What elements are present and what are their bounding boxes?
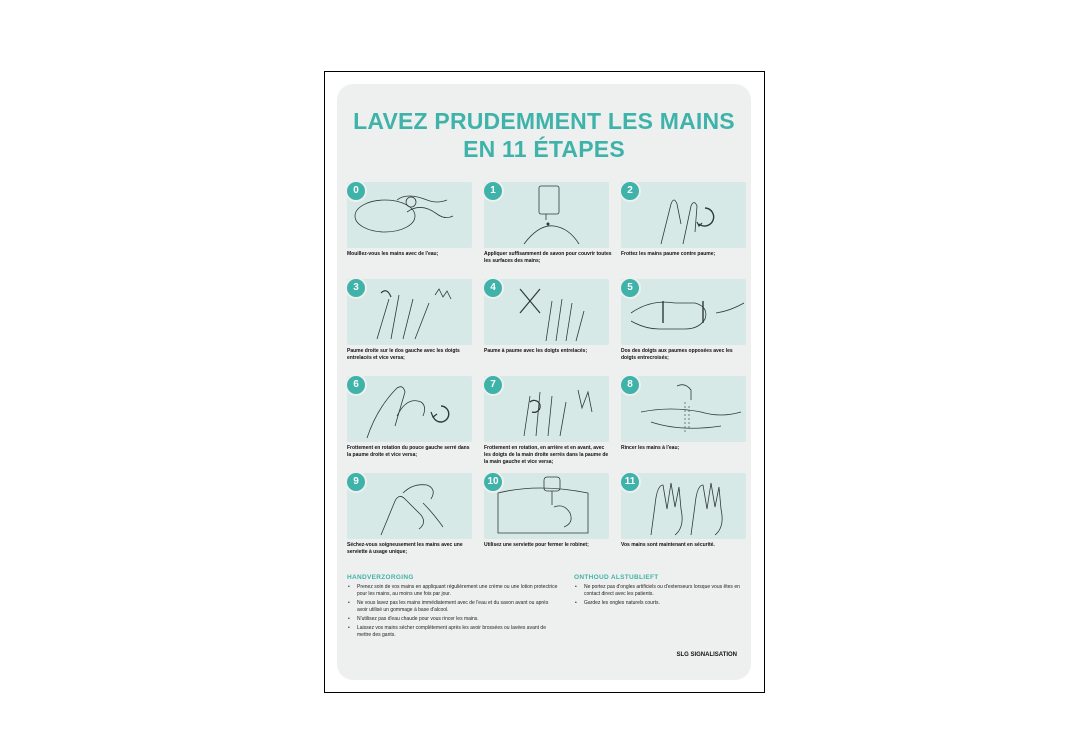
step-number-badge: 7	[482, 374, 504, 396]
step-number-badge: 0	[345, 180, 367, 202]
step-number-badge: 11	[619, 471, 641, 493]
step-caption: Séchez-vous soigneusement les mains avec une serviette à usage unique;	[347, 542, 463, 555]
step-number-badge: 8	[619, 374, 641, 396]
handverzorging-title: HANDVERZORGING	[347, 574, 414, 581]
step-caption: Mouillez-vous les mains avec de l'eau;	[347, 251, 439, 257]
step-number-badge: 6	[345, 374, 367, 396]
step-caption: Vos mains sont maintenant en sécurité.	[621, 542, 715, 548]
list-item: • Gardez les ongles naturels courts.	[574, 600, 746, 607]
poster-card	[337, 84, 751, 680]
step-number-badge: 1	[482, 180, 504, 202]
title-line-2: EN 11 ÉTAPES	[463, 136, 625, 162]
step-caption: Rincer les mains à l'eau;	[621, 445, 680, 451]
list-item: • Ne vous lavez pas les mains immédiatement avec de l'eau et du savon avant ou après avoir utilisé un gommage à base d'alcool.	[347, 600, 559, 614]
onthoud-title: ONTHOUD ALSTUBLIEFT	[574, 574, 659, 581]
step-number-badge: 4	[482, 277, 504, 299]
step-number-badge: 5	[619, 277, 641, 299]
step-caption: Dos des doigts aux paumes opposées avec les doigts entrecroisés;	[621, 348, 733, 361]
list-item: • N'utilisez pas d'eau chaude pour vous rincer les mains.	[347, 616, 559, 623]
brand-logo: SLG SIGNALISATION	[676, 652, 737, 658]
step-caption: Appliquer suffisamment de savon pour couvrir toutes les surfaces des mains;	[484, 251, 612, 264]
handverzorging-list	[347, 584, 559, 640]
step-caption: Frottez les mains paume contre paume;	[621, 251, 716, 257]
title-line-1: LAVEZ PRUDEMMENT LES MAINS	[353, 108, 735, 134]
step-caption: Utilisez une serviette pour fermer le robinet;	[484, 542, 589, 548]
list-item: • Ne portez pas d'ongles artificiels ou d'extenseurs lorsque vous êtes en contact direct avec les patients.	[574, 584, 746, 598]
onthoud-list	[574, 584, 746, 609]
step-number-badge: 3	[345, 277, 367, 299]
step-caption: Paume à paume avec les doigts entrelacés;	[484, 348, 588, 354]
poster-title	[337, 107, 751, 163]
poster-frame	[324, 71, 765, 693]
list-item: • Laissez vos mains sécher complètement après les avoir brossées ou lavées avant de mettre des gants.	[347, 625, 559, 639]
step-caption: Paume droite sur le dos gauche avec les doigts entrelacés et vice versa;	[347, 348, 460, 361]
step-caption: Frottement en rotation, en arrière et en avant, avec les doigts de la main droite serrés dans la paume de la main gauche et vice versa;	[484, 445, 609, 465]
step-number-badge: 10	[482, 471, 504, 493]
step-number-badge: 9	[345, 471, 367, 493]
step-caption: Frottement en rotation du pouce gauche serré dans la paume droite et vice versa;	[347, 445, 470, 458]
step-number-badge: 2	[619, 180, 641, 202]
list-item: • Prenez soin de vos mains en appliquant régulièrement une crème ou une lotion protectrice pour les mains, au moins une fois par jour.	[347, 584, 559, 598]
